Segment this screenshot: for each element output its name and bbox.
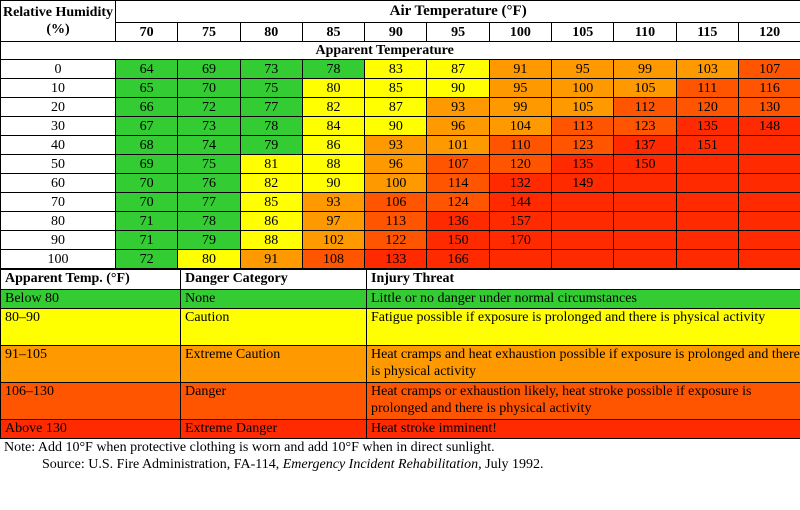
apparent-temp-cell xyxy=(614,212,676,231)
apparent-temp-cell: 151 xyxy=(676,136,738,155)
apparent-temp-cell: 148 xyxy=(738,117,800,136)
table-row xyxy=(1,98,800,117)
legend-threat-cell: Heat stroke imminent! xyxy=(367,420,800,439)
legend-category-cell: None xyxy=(181,290,367,309)
apparent-temp-cell xyxy=(676,250,738,269)
footnote xyxy=(0,439,800,473)
apparent-temp-cell: 64 xyxy=(116,60,178,79)
apparent-temp-cell: 87 xyxy=(427,60,489,79)
apparent-temp-cell: 71 xyxy=(116,212,178,231)
apparent-temp-cell: 79 xyxy=(240,136,302,155)
apparent-temp-cell: 116 xyxy=(738,79,800,98)
apparent-temp-cell: 78 xyxy=(178,212,240,231)
apparent-temp-cell xyxy=(738,136,800,155)
humidity-cell: 0 xyxy=(1,60,116,79)
apparent-temp-cell: 104 xyxy=(489,117,551,136)
apparent-temp-cell: 108 xyxy=(302,250,364,269)
apparent-temp-cell xyxy=(676,174,738,193)
apparent-temp-cell: 78 xyxy=(240,117,302,136)
apparent-temp-cell: 76 xyxy=(178,174,240,193)
temp-header-70: 70 xyxy=(116,23,178,42)
apparent-temp-cell: 88 xyxy=(240,231,302,250)
temperature-header-row xyxy=(1,23,800,42)
table-row xyxy=(1,231,800,250)
apparent-temp-cell xyxy=(738,231,800,250)
apparent-temp-cell: 96 xyxy=(365,155,427,174)
humidity-cell: 30 xyxy=(1,117,116,136)
apparent-temp-cell: 144 xyxy=(489,193,551,212)
table-row xyxy=(1,250,800,269)
apparent-temp-cell xyxy=(552,231,614,250)
apparent-temp-cell: 95 xyxy=(552,60,614,79)
apparent-temp-cell: 120 xyxy=(676,98,738,117)
legend-row xyxy=(1,420,800,439)
temp-header-110: 110 xyxy=(614,23,676,42)
apparent-temp-cell: 123 xyxy=(614,117,676,136)
apparent-temp-cell xyxy=(738,212,800,231)
apparent-temp-cell xyxy=(552,212,614,231)
apparent-temp-cell: 84 xyxy=(302,117,364,136)
humidity-cell: 60 xyxy=(1,174,116,193)
legend-header-threat: Injury Threat xyxy=(367,270,800,290)
legend-row xyxy=(1,290,800,309)
apparent-temp-cell: 90 xyxy=(365,117,427,136)
apparent-temp-cell: 99 xyxy=(489,98,551,117)
apparent-temp-cell xyxy=(614,231,676,250)
apparent-temp-cell: 123 xyxy=(552,136,614,155)
apparent-temp-cell xyxy=(738,174,800,193)
legend-threat-cell: Little or no danger under normal circumstances xyxy=(367,290,800,309)
legend-category-cell: Extreme Caution xyxy=(181,346,367,383)
humidity-cell: 20 xyxy=(1,98,116,117)
legend-temp-cell: Above 130 xyxy=(1,420,181,439)
temp-header-120: 120 xyxy=(738,23,800,42)
apparent-temp-cell: 68 xyxy=(116,136,178,155)
apparent-temp-cell: 82 xyxy=(302,98,364,117)
legend-threat-cell: Heat cramps and heat exhaustion possible if exposure is prolonged and there is physical activity xyxy=(367,346,800,383)
apparent-temp-cell: 70 xyxy=(116,193,178,212)
apparent-temp-cell: 80 xyxy=(178,250,240,269)
apparent-temp-cell: 71 xyxy=(116,231,178,250)
apparent-temp-cell xyxy=(676,155,738,174)
apparent-temp-cell xyxy=(676,193,738,212)
temp-header-85: 85 xyxy=(302,23,364,42)
apparent-temp-cell: 103 xyxy=(676,60,738,79)
apparent-temp-cell: 79 xyxy=(178,231,240,250)
temp-header-105: 105 xyxy=(552,23,614,42)
apparent-temp-cell: 107 xyxy=(738,60,800,79)
source-suffix: , July 1992. xyxy=(478,457,544,472)
apparent-temp-cell xyxy=(738,193,800,212)
apparent-temp-cell: 113 xyxy=(552,117,614,136)
apparent-temp-cell: 70 xyxy=(178,79,240,98)
apparent-temp-cell xyxy=(489,250,551,269)
apparent-temp-cell: 135 xyxy=(676,117,738,136)
humidity-cell: 100 xyxy=(1,250,116,269)
apparent-temp-cell: 87 xyxy=(365,98,427,117)
table-row xyxy=(1,60,800,79)
apparent-temp-cell: 101 xyxy=(427,136,489,155)
legend-category-cell: Extreme Danger xyxy=(181,420,367,439)
legend-header-temp: Apparent Temp. (°F) xyxy=(1,270,181,290)
table-row xyxy=(1,117,800,136)
apparent-temperature-header: Apparent Temperature xyxy=(116,42,800,60)
apparent-temp-cell: 66 xyxy=(116,98,178,117)
legend-row xyxy=(1,383,800,420)
table-row xyxy=(1,136,800,155)
apparent-temp-cell: 73 xyxy=(178,117,240,136)
apparent-temp-cell: 107 xyxy=(427,155,489,174)
apparent-temp-cell: 82 xyxy=(240,174,302,193)
legend-temp-cell: 80–90 xyxy=(1,309,181,346)
apparent-temp-cell: 77 xyxy=(240,98,302,117)
apparent-temp-cell: 69 xyxy=(178,60,240,79)
apparent-temp-cell xyxy=(552,250,614,269)
apparent-temp-cell xyxy=(738,155,800,174)
apparent-temp-cell: 88 xyxy=(302,155,364,174)
apparent-temp-cell: 149 xyxy=(552,174,614,193)
humidity-cell: 10 xyxy=(1,79,116,98)
legend-threat-cell: Fatigue possible if exposure is prolonged and there is physical activity xyxy=(367,309,800,346)
apparent-temp-cell: 137 xyxy=(614,136,676,155)
source-line xyxy=(4,456,800,473)
apparent-temp-cell: 70 xyxy=(116,174,178,193)
temp-header-90: 90 xyxy=(365,23,427,42)
humidity-cell: 50 xyxy=(1,155,116,174)
apparent-temp-cell: 132 xyxy=(489,174,551,193)
apparent-temp-cell: 67 xyxy=(116,117,178,136)
apparent-temp-cell: 150 xyxy=(427,231,489,250)
apparent-spacer xyxy=(1,42,116,60)
apparent-temp-cell xyxy=(738,250,800,269)
apparent-temp-cell: 65 xyxy=(116,79,178,98)
apparent-temp-cell: 74 xyxy=(178,136,240,155)
apparent-temp-cell: 78 xyxy=(302,60,364,79)
apparent-temp-cell xyxy=(676,212,738,231)
apparent-temp-cell: 85 xyxy=(240,193,302,212)
apparent-temp-cell: 72 xyxy=(116,250,178,269)
apparent-temp-cell: 73 xyxy=(240,60,302,79)
apparent-temp-cell: 95 xyxy=(489,79,551,98)
apparent-temp-cell: 93 xyxy=(427,98,489,117)
apparent-temp-cell: 166 xyxy=(427,250,489,269)
table-row xyxy=(1,155,800,174)
danger-legend-table xyxy=(0,269,800,439)
apparent-temp-cell: 72 xyxy=(178,98,240,117)
temp-header-95: 95 xyxy=(427,23,489,42)
source-title: Emergency Incident Rehabilitation xyxy=(282,457,479,472)
apparent-temp-cell: 113 xyxy=(365,212,427,231)
humidity-cell: 70 xyxy=(1,193,116,212)
apparent-temp-cell: 102 xyxy=(302,231,364,250)
apparent-temp-cell: 75 xyxy=(178,155,240,174)
temp-header-80: 80 xyxy=(240,23,302,42)
source-prefix: Source: U.S. Fire Administration, FA-114, xyxy=(42,457,283,472)
legend-header-category: Danger Category xyxy=(181,270,367,290)
relative-humidity-header: Relative Humidity (%) xyxy=(1,1,116,42)
apparent-temp-cell: 81 xyxy=(240,155,302,174)
apparent-temp-cell: 90 xyxy=(427,79,489,98)
legend-category-cell: Caution xyxy=(181,309,367,346)
apparent-temp-cell: 124 xyxy=(427,193,489,212)
apparent-temp-cell: 97 xyxy=(302,212,364,231)
apparent-temp-cell xyxy=(676,231,738,250)
apparent-temp-cell: 105 xyxy=(552,98,614,117)
table-row xyxy=(1,79,800,98)
apparent-temp-cell: 91 xyxy=(240,250,302,269)
temp-header-100: 100 xyxy=(489,23,551,42)
legend-body xyxy=(1,290,800,439)
apparent-temp-cell: 96 xyxy=(427,117,489,136)
apparent-temp-cell: 114 xyxy=(427,174,489,193)
heat-index-body xyxy=(1,60,800,269)
legend-threat-cell: Heat cramps or exhaustion likely, heat stroke possible if exposure is prolonged and there is physical activity xyxy=(367,383,800,420)
temp-header-115: 115 xyxy=(676,23,738,42)
apparent-temp-cell: 110 xyxy=(489,136,551,155)
apparent-temp-cell: 106 xyxy=(365,193,427,212)
apparent-temp-cell: 105 xyxy=(614,79,676,98)
apparent-temp-cell: 85 xyxy=(365,79,427,98)
legend-row xyxy=(1,309,800,346)
humidity-cell: 80 xyxy=(1,212,116,231)
apparent-temp-cell: 120 xyxy=(489,155,551,174)
apparent-temp-cell: 75 xyxy=(240,79,302,98)
apparent-temp-cell xyxy=(614,250,676,269)
apparent-temp-cell: 83 xyxy=(365,60,427,79)
legend-temp-cell: Below 80 xyxy=(1,290,181,309)
humidity-cell: 90 xyxy=(1,231,116,250)
apparent-temp-cell xyxy=(552,193,614,212)
legend-temp-cell: 91–105 xyxy=(1,346,181,383)
apparent-temp-cell: 93 xyxy=(302,193,364,212)
apparent-temp-cell: 99 xyxy=(614,60,676,79)
apparent-temp-cell: 135 xyxy=(552,155,614,174)
apparent-temp-cell: 122 xyxy=(365,231,427,250)
apparent-temp-cell: 77 xyxy=(178,193,240,212)
legend-category-cell: Danger xyxy=(181,383,367,420)
humidity-cell: 40 xyxy=(1,136,116,155)
table-row xyxy=(1,174,800,193)
table-row xyxy=(1,212,800,231)
apparent-temp-cell xyxy=(614,174,676,193)
apparent-temp-cell: 111 xyxy=(676,79,738,98)
apparent-temp-cell xyxy=(614,193,676,212)
apparent-temp-cell: 157 xyxy=(489,212,551,231)
apparent-temp-cell: 130 xyxy=(738,98,800,117)
apparent-temp-cell: 133 xyxy=(365,250,427,269)
apparent-temp-cell: 93 xyxy=(365,136,427,155)
apparent-temp-cell: 90 xyxy=(302,174,364,193)
apparent-temp-cell: 100 xyxy=(552,79,614,98)
apparent-temp-cell: 86 xyxy=(240,212,302,231)
legend-temp-cell: 106–130 xyxy=(1,383,181,420)
apparent-temp-cell: 91 xyxy=(489,60,551,79)
air-temperature-header: Air Temperature (°F) xyxy=(116,1,800,23)
temp-header-75: 75 xyxy=(178,23,240,42)
apparent-temp-cell: 86 xyxy=(302,136,364,155)
apparent-temp-cell: 112 xyxy=(614,98,676,117)
apparent-temp-cell: 136 xyxy=(427,212,489,231)
apparent-temp-cell: 80 xyxy=(302,79,364,98)
table-row xyxy=(1,193,800,212)
apparent-temp-cell: 69 xyxy=(116,155,178,174)
note-text: Note: Add 10°F when protective clothing is worn and add 10°F when in direct sunlight. xyxy=(4,440,495,455)
apparent-temp-cell: 170 xyxy=(489,231,551,250)
legend-row xyxy=(1,346,800,383)
apparent-temp-cell: 100 xyxy=(365,174,427,193)
apparent-temp-cell: 150 xyxy=(614,155,676,174)
